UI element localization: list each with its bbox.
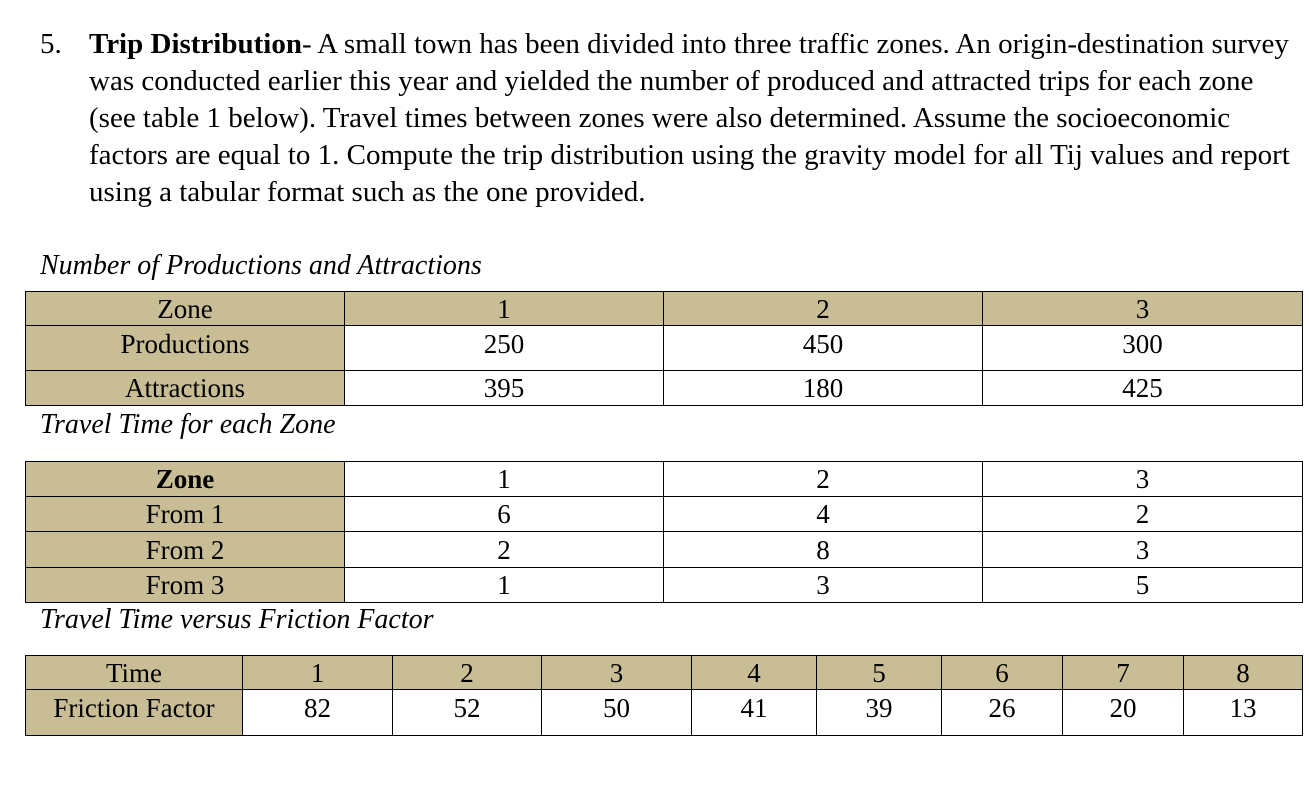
table-cell: 2 xyxy=(983,497,1303,532)
table-cell: 300 xyxy=(983,326,1303,371)
table3-header-row xyxy=(26,656,1303,690)
table3-header-4: 4 xyxy=(692,656,817,690)
table-cell: 1 xyxy=(345,568,664,603)
table3-header-5: 5 xyxy=(817,656,942,690)
table3-header-2: 2 xyxy=(393,656,542,690)
table2-caption: Travel Time for each Zone xyxy=(40,409,336,440)
friction-factor-table xyxy=(25,655,1303,736)
table-cell: 3 xyxy=(983,532,1303,568)
table-cell: 250 xyxy=(345,326,664,371)
table1-header-zone: Zone xyxy=(26,292,345,326)
table3-header-8: 8 xyxy=(1184,656,1303,690)
table3-caption: Travel Time versus Friction Factor xyxy=(40,604,434,635)
table3-header-3: 3 xyxy=(542,656,692,690)
row-label-from-1: From 1 xyxy=(26,497,345,532)
table2-header-1: 1 xyxy=(345,462,664,497)
table1-caption: Number of Productions and Attractions xyxy=(40,250,482,281)
table-row xyxy=(26,690,1303,736)
table3-header-time: Time xyxy=(26,656,243,690)
table1-header-3: 3 xyxy=(983,292,1303,326)
problem-title: Trip Distribution xyxy=(89,28,302,60)
table3-header-6: 6 xyxy=(942,656,1063,690)
table-cell: 180 xyxy=(664,371,983,406)
table1-header-2: 2 xyxy=(664,292,983,326)
table-cell: 2 xyxy=(345,532,664,568)
table-cell: 82 xyxy=(243,690,393,736)
table-cell: 6 xyxy=(345,497,664,532)
table2-header-zone: Zone xyxy=(26,462,345,497)
table2-header-row xyxy=(26,462,1303,497)
table2-header-3: 3 xyxy=(983,462,1303,497)
table-cell: 50 xyxy=(542,690,692,736)
problem-number: 5. xyxy=(40,28,62,60)
table-cell: 395 xyxy=(345,371,664,406)
row-label-from-3: From 3 xyxy=(26,568,345,603)
table-cell: 13 xyxy=(1184,690,1303,736)
table-cell: 26 xyxy=(942,690,1063,736)
travel-time-table xyxy=(25,461,1303,603)
table-cell: 3 xyxy=(664,568,983,603)
table-row xyxy=(26,371,1303,406)
table3-header-1: 1 xyxy=(243,656,393,690)
table3-header-7: 7 xyxy=(1063,656,1184,690)
problem-statement xyxy=(40,26,1290,211)
table1-header-row xyxy=(26,292,1303,326)
table-cell: 41 xyxy=(692,690,817,736)
row-label-friction-factor: Friction Factor xyxy=(26,690,243,736)
row-label-productions: Productions xyxy=(26,326,345,371)
table2-header-2: 2 xyxy=(664,462,983,497)
table-cell: 425 xyxy=(983,371,1303,406)
table1-header-1: 1 xyxy=(345,292,664,326)
problem-body: - A small town has been divided into three traffic zones. An origin-destination survey was conducted earlier this year and yielded the number of produced and attracted trips for each zone (see table 1 below). Travel times between zones were also determined. Assume the socioeconomic factors are equal to 1. Compute the trip distribution using the gravity model for all Tij values and report using a tabular format such as the one provided. xyxy=(89,28,1290,208)
row-label-attractions: Attractions xyxy=(26,371,345,406)
productions-attractions-table xyxy=(25,291,1303,406)
table-row xyxy=(26,568,1303,603)
table-cell: 450 xyxy=(664,326,983,371)
table-cell: 20 xyxy=(1063,690,1184,736)
table-cell: 39 xyxy=(817,690,942,736)
table-cell: 8 xyxy=(664,532,983,568)
problem-text xyxy=(89,26,1290,211)
row-label-from-2: From 2 xyxy=(26,532,345,568)
table-cell: 52 xyxy=(393,690,542,736)
table-row xyxy=(26,326,1303,371)
table-row xyxy=(26,497,1303,532)
table-cell: 4 xyxy=(664,497,983,532)
table-cell: 5 xyxy=(983,568,1303,603)
table-row xyxy=(26,532,1303,568)
